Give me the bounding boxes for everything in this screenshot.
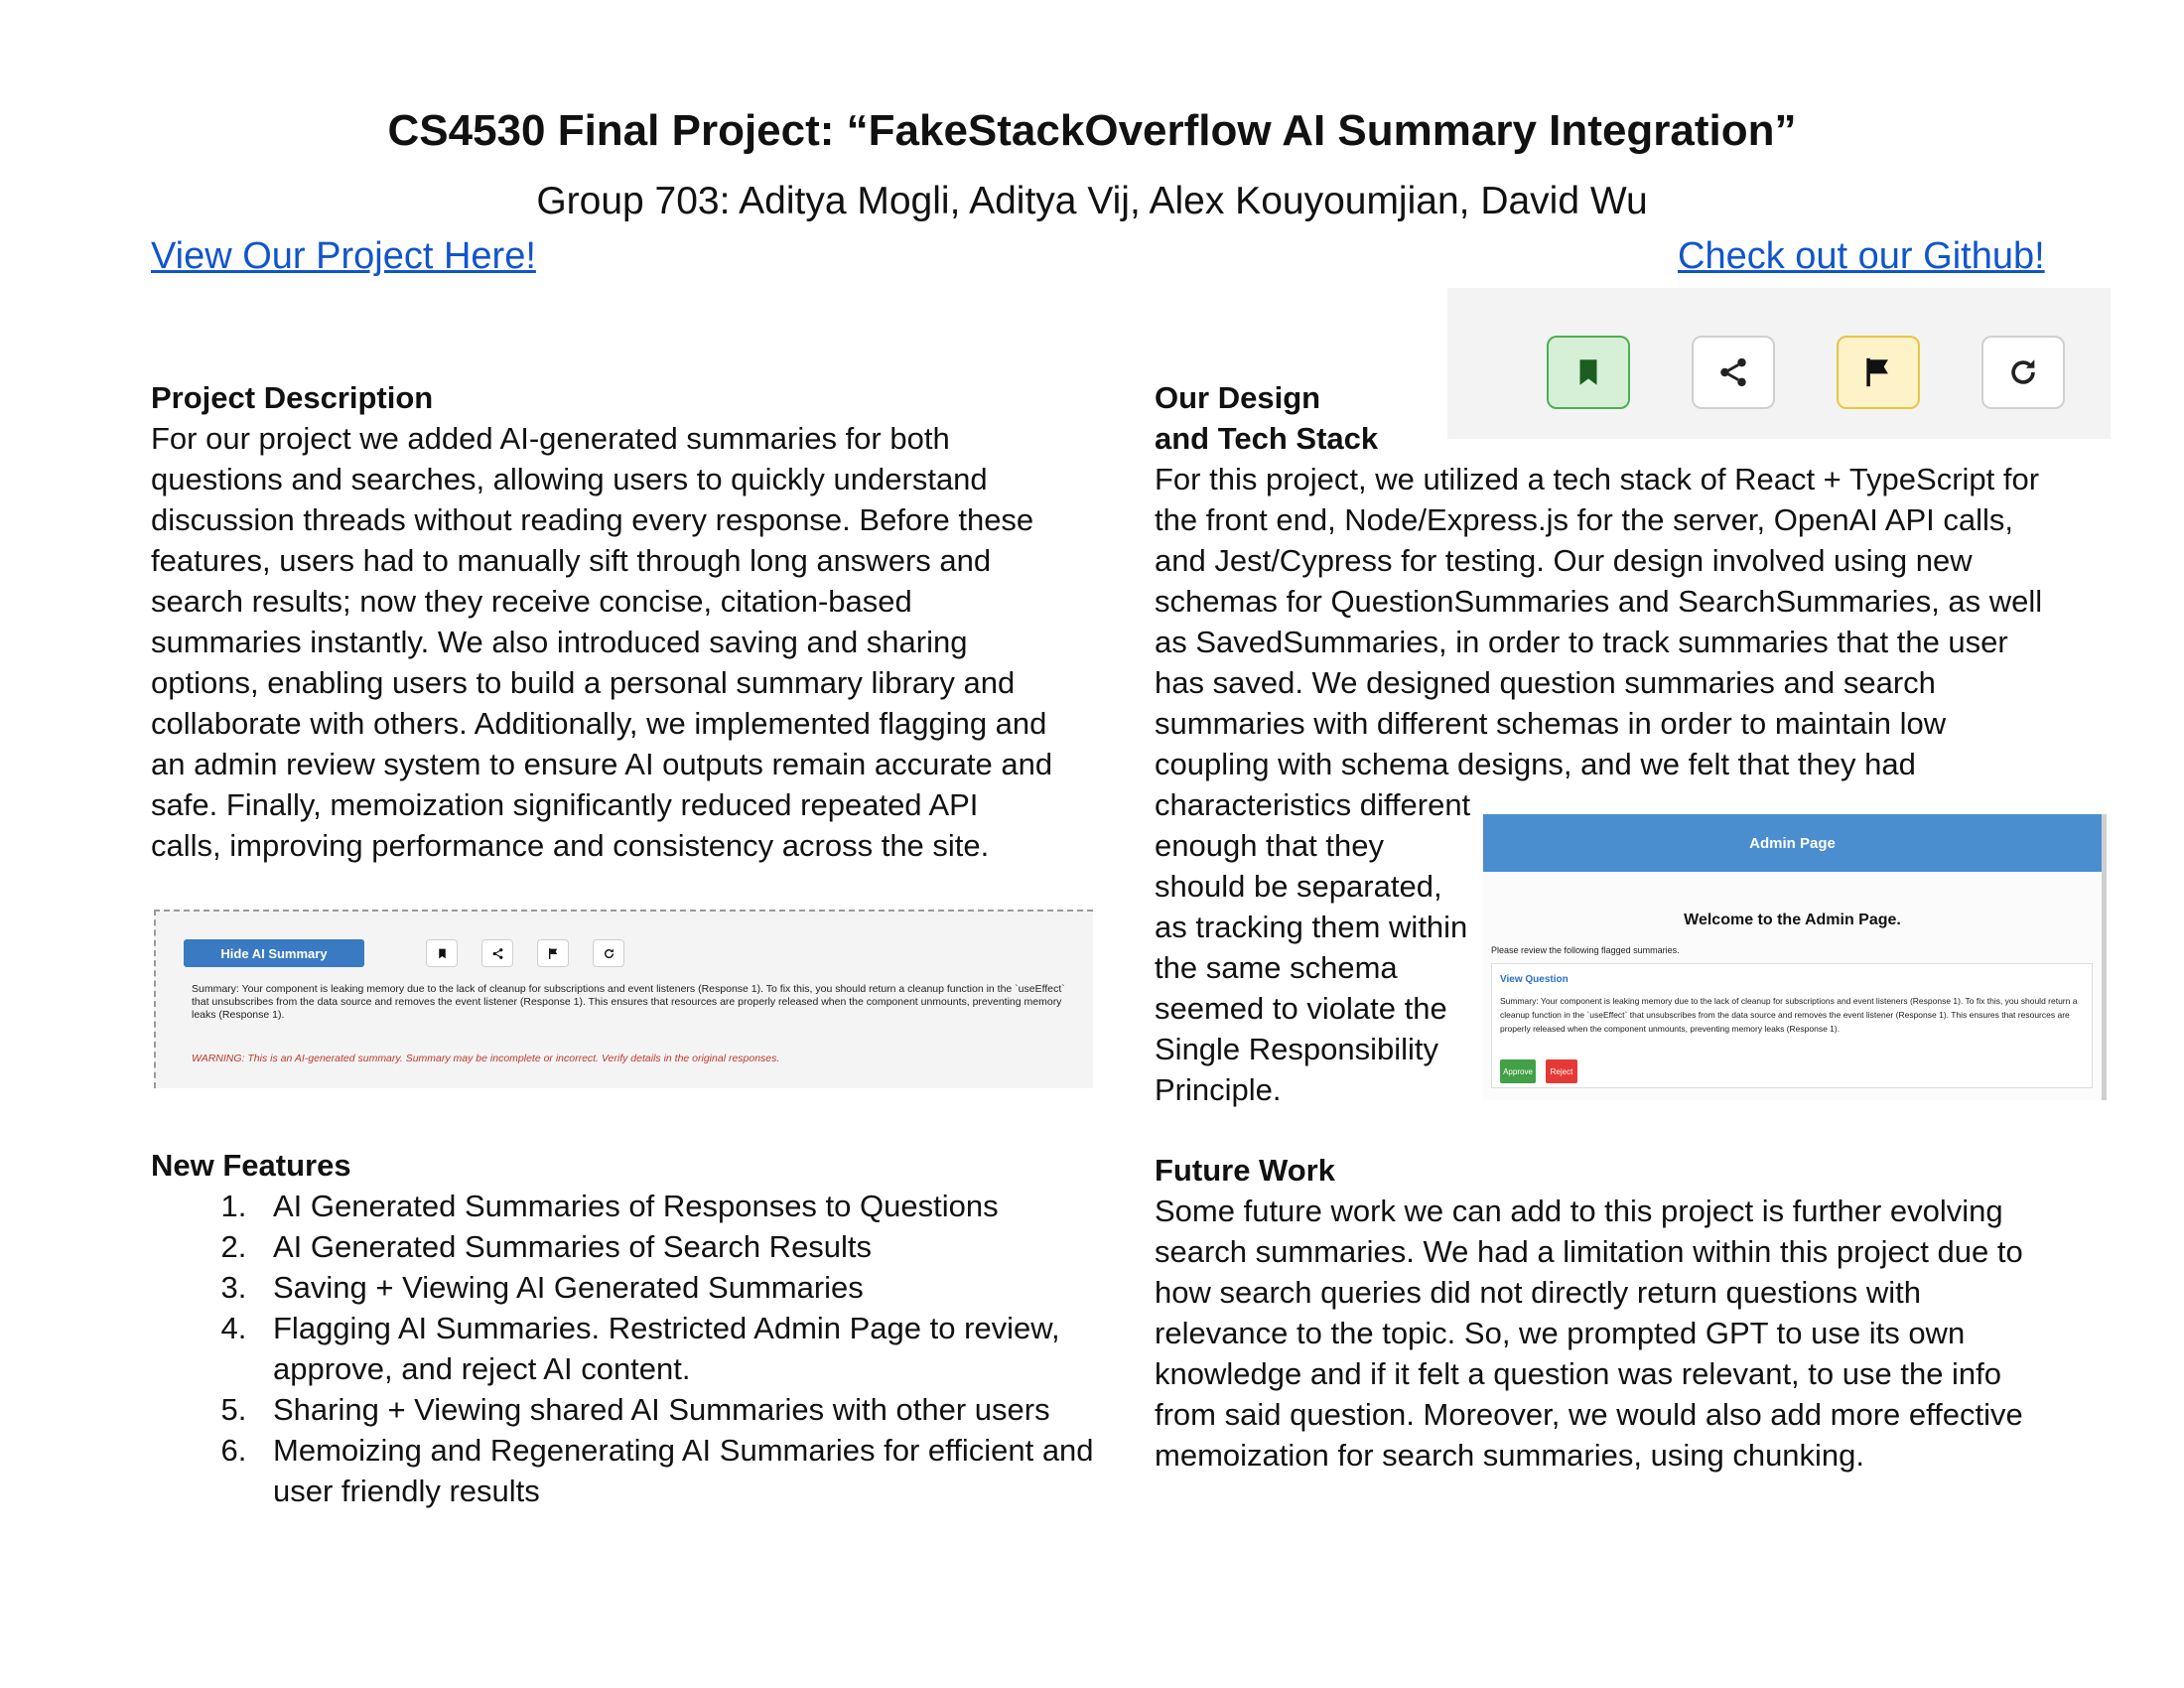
future-work-line: memoization for search summaries, using chunking. [1155, 1438, 1865, 1473]
description-line: questions and searches, allowing users to quickly understand [151, 462, 988, 496]
feature-item: 1. AI Generated Summaries of Responses to Questions [255, 1186, 1097, 1226]
design-heading-line2: and Tech Stack [1155, 421, 1379, 456]
future-work-line: search summaries. We had a limitation within this project due to [1155, 1234, 2023, 1269]
design-line: and Jest/Cypress for testing. Our design involved using new [1155, 543, 1973, 578]
design-line: For this project, we utilized a tech stack of React + TypeScript for [1155, 462, 2040, 496]
future-work-heading: Future Work [1155, 1153, 1335, 1188]
future-work-line: from said question. Moreover, we would also add more effective [1155, 1397, 2023, 1432]
design-line: Single Responsibility [1155, 1032, 1439, 1066]
bookmark-icon [436, 947, 449, 960]
design-line: should be separated, [1155, 869, 1442, 904]
design-line: enough that they [1155, 828, 1384, 863]
design-line: coupling with schema designs, and we felt that they had [1155, 747, 1916, 781]
admin-note: Please review the following flagged summaries. [1491, 945, 1680, 955]
admin-welcome: Welcome to the Admin Page. [1684, 912, 1901, 928]
design-heading-line1: Our Design [1155, 380, 1321, 415]
design-line: seemed to violate the [1155, 991, 1447, 1026]
new-features-heading: New Features [151, 1148, 351, 1183]
feature-item: 5. Sharing + Viewing shared AI Summaries with other users [255, 1389, 1097, 1430]
project-description-section [151, 377, 1084, 866]
design-line: the front end, Node/Express.js for the server, OpenAI API calls, [1155, 502, 2013, 537]
design-line: Principle. [1155, 1072, 1282, 1107]
feature-item: 3. Saving + Viewing AI Generated Summaries [255, 1267, 1097, 1308]
mini-flag-button[interactable] [537, 939, 569, 967]
future-work-line: knowledge and if it felt a question was relevant, to use the info [1155, 1356, 2002, 1391]
description-line: For our project we added AI-generated summaries for both [151, 421, 950, 456]
project-description-heading: Project Description [151, 380, 434, 415]
description-line: collaborate with others. Additionally, we implemented flagging and [151, 706, 1047, 741]
feature-item: 4. Flagging AI Summaries. Restricted Admin Page to review, approve, and reject AI content. [255, 1308, 1097, 1389]
admin-page-header: Admin Page [1483, 814, 2102, 872]
flag-icon [547, 947, 560, 960]
description-line: calls, improving performance and consistency across the site. [151, 828, 990, 863]
description-line: options, enabling users to build a personal summary library and [151, 665, 1016, 700]
description-line: search results; now they receive concise, citation-based [151, 584, 912, 619]
flagged-summary-card [1491, 963, 2093, 1088]
mini-share-button[interactable] [481, 939, 513, 967]
mini-regenerate-button[interactable] [593, 939, 624, 967]
feature-item: 2. AI Generated Summaries of Search Results [255, 1226, 1097, 1267]
hide-ai-summary-button[interactable]: Hide AI Summary [184, 939, 364, 967]
refresh-icon [603, 947, 615, 960]
github-link[interactable]: Check out our Github! [1678, 235, 2045, 277]
view-project-link[interactable]: View Our Project Here! [151, 235, 536, 277]
future-work-line: Some future work we can add to this project is further evolving [1155, 1194, 2003, 1228]
ai-summary-text: Summary: Your component is leaking memory due to the lack of cleanup for subscriptions and event listeners (Response 1). To fix this, you should return a cleanup function in the `useEffect` that unsubscribes from the data source and removes the event listener (Response 1). This ensures that resources are properly released when the component unmounts, preventing memory leaks (Response 1). [192, 983, 1065, 1021]
ai-summary-warning: WARNING: This is an AI-generated summary. Summary may be incomplete or incorrect. Verify details in the original responses. [192, 1053, 780, 1064]
design-line: has saved. We designed question summaries and search [1155, 665, 1936, 700]
mini-bookmark-button[interactable] [426, 939, 458, 967]
future-work-line: relevance to the topic. So, we prompted GPT to use its own [1155, 1316, 1966, 1350]
description-line: an admin review system to ensure AI outputs remain accurate and [151, 747, 1053, 781]
future-work-line: how search queries did not directly return questions with [1155, 1275, 1921, 1310]
poster-title: CS4530 Final Project: “FakeStackOverflow AI Summary Integration” [387, 106, 1797, 155]
design-line: the same schema [1155, 950, 1398, 985]
view-question-link[interactable]: View Question [1500, 974, 1569, 985]
design-line: characteristics different [1155, 787, 1471, 822]
description-line: discussion threads without reading every response. Before these [151, 502, 1034, 537]
design-line: as tracking them within [1155, 910, 1468, 944]
approve-button[interactable]: Approve [1500, 1059, 1536, 1083]
reject-button[interactable]: Reject [1546, 1059, 1577, 1083]
description-line: safe. Finally, memoization significantly reduced repeated API [151, 787, 979, 822]
description-line: features, users had to manually sift through long answers and [151, 543, 992, 578]
description-line: summaries instantly. We also introduced saving and sharing [151, 625, 968, 659]
features-list [154, 1186, 1097, 1511]
group-members: Group 703: Aditya Mogli, Aditya Vij, Alex Kouyoumjian, David Wu [536, 180, 1648, 222]
future-work-section [1155, 1150, 2108, 1476]
design-line: summaries with different schemas in order to maintain low [1155, 706, 1947, 741]
admin-page-screenshot [1483, 814, 2107, 1100]
feature-item: 6. Memoizing and Regenerating AI Summaries for efficient and user friendly results [255, 1430, 1097, 1511]
share-icon [491, 947, 504, 960]
design-line: schemas for QuestionSummaries and SearchSummaries, as well [1155, 584, 2043, 619]
ai-summary-screenshot [154, 910, 1093, 1088]
design-line: as SavedSummaries, in order to track summaries that the user [1155, 625, 2008, 659]
flagged-summary-text: Summary: Your component is leaking memory due to the lack of cleanup for subscriptions and event listeners (Response 1). To fix this, you should return a cleanup function in the `useEffect` that unsubscribes from the data source and removes the event listener (Response 1). This ensures that resources are properly released when the component unmounts, preventing memory leaks (Response 1). [1500, 996, 2078, 1034]
